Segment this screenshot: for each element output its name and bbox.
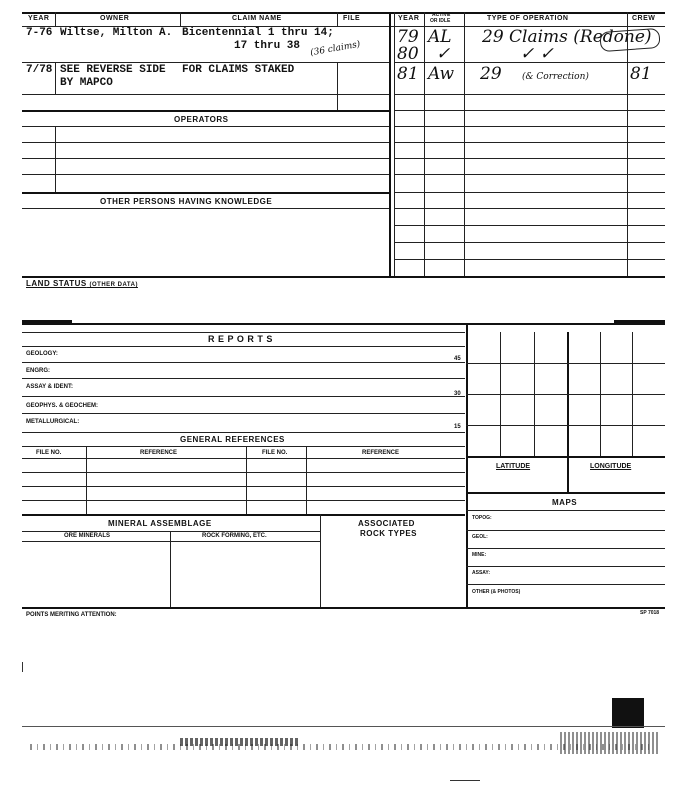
row-line [22, 208, 389, 209]
scan-mark [614, 320, 665, 324]
claim-owner: Wiltse, Milton A. [60, 27, 173, 39]
general-references-heading: GENERAL REFERENCES [180, 435, 285, 444]
row-line [466, 510, 665, 511]
col-header-crew: CREW [632, 15, 656, 22]
ref-col-reference-2: REFERENCE [362, 450, 400, 456]
map-label-geol: GEOL: [472, 534, 488, 540]
divider [464, 12, 465, 276]
handwritten-circle [599, 28, 660, 52]
form-code: SP 7018 [640, 610, 660, 616]
divider [627, 12, 628, 276]
claim-name-continued: 17 thru 38 [234, 40, 301, 52]
col-header-year: YEAR [28, 15, 50, 22]
scan-artifact-noise [560, 732, 660, 754]
row-line [394, 259, 665, 260]
row-line [22, 362, 465, 363]
points-meriting-attention-label: POINTS MERITING ATTENTION: [26, 612, 117, 618]
row-line [22, 446, 465, 447]
row-line [22, 378, 465, 379]
row-line [394, 94, 665, 95]
ref-col-file-no-2: FILE NO. [262, 450, 288, 456]
grid-line [466, 394, 665, 395]
longitude-label: LONGITUDE [590, 463, 632, 470]
maps-heading: MAPS [552, 498, 578, 507]
row-line [22, 514, 465, 516]
report-label: GEOLOGY: [26, 351, 58, 357]
activity-year: 79 [397, 27, 419, 47]
col-header-owner: OWNER [100, 15, 130, 22]
row-line [466, 584, 665, 585]
row-line [466, 530, 665, 531]
divider [337, 62, 338, 110]
activity-crew: 81 [630, 64, 652, 84]
activity-operation: ✓ ✓ [520, 44, 554, 64]
row-line [22, 413, 465, 414]
divider-main-vertical [389, 12, 391, 276]
scan-artifact-noise [180, 738, 300, 746]
activity-operation: 29 Claims (Redone) [482, 27, 652, 47]
block-bottom-rule [22, 607, 665, 609]
report-number: 45 [454, 356, 461, 362]
grid-line [466, 456, 665, 458]
operators-heading: OPERATORS [174, 115, 229, 124]
divider [337, 12, 338, 26]
divider [86, 446, 87, 514]
col-header-type-of-operation: TYPE OF OPERATION [487, 15, 569, 22]
row-line [22, 458, 465, 459]
divider-main-vertical-2 [394, 12, 395, 276]
col-header-file: FILE [343, 15, 361, 22]
report-label: ENGRG: [26, 368, 50, 374]
row-line [22, 432, 465, 433]
land-status-label: LAND STATUS [26, 279, 87, 288]
divider [306, 446, 307, 514]
map-label-mine: MINE: [472, 552, 487, 558]
divider [55, 62, 56, 94]
claim-owner-continued: BY MAPCO [60, 77, 113, 89]
activity-year: 80 [397, 44, 419, 64]
claim-year: 7-76 [26, 27, 53, 39]
claim-note-handwritten: (36 claims) [309, 39, 362, 59]
row-line [22, 158, 389, 159]
row-line [394, 142, 665, 143]
other-persons-heading: OTHER PERSONS HAVING KNOWLEDGE [100, 197, 273, 206]
report-number: 15 [454, 424, 461, 430]
col-header-active: ACTIVE [432, 12, 451, 18]
activity-operation: 29 [480, 64, 502, 84]
scan-artifact-line [22, 726, 665, 727]
associated-rock-types-heading-2: ROCK TYPES [360, 529, 418, 538]
grid-line [466, 425, 665, 426]
row-line [394, 192, 665, 193]
rock-forming-label: ROCK FORMING, ETC. [202, 533, 267, 539]
row-line [394, 242, 665, 243]
row-line [466, 548, 665, 549]
row-line [394, 158, 665, 159]
row-line [22, 531, 320, 532]
divider [55, 12, 56, 26]
divider [424, 12, 425, 276]
reports-top-rule [22, 323, 665, 325]
divider [180, 12, 181, 26]
row-line [22, 541, 320, 542]
claim-name: Bicentennial 1 thru 14; [182, 27, 334, 39]
report-number: 30 [454, 391, 461, 397]
row-line [22, 396, 465, 397]
col-header-or-idle: OR IDLE [430, 18, 451, 24]
map-label-topog: TOPOG: [472, 515, 492, 521]
row-line [394, 208, 665, 209]
row-line [22, 62, 389, 63]
divider [55, 126, 56, 192]
row-line [466, 566, 665, 567]
col-header-claim-name: CLAIM NAME [232, 15, 282, 22]
reports-heading: R E P O R T S [208, 334, 273, 344]
row-line [22, 486, 465, 487]
scan-artifact-mark [22, 662, 23, 672]
block-bottom-rule [22, 276, 665, 278]
divider [170, 531, 171, 607]
grid-line [466, 363, 665, 364]
row-line [22, 332, 465, 333]
mineral-assemblage-heading: MINERAL ASSEMBLAGE [108, 519, 212, 528]
row-line [22, 500, 465, 501]
divider [246, 446, 247, 514]
map-label-other: OTHER (& PHOTOS) [472, 589, 521, 595]
report-label: METALLURGICAL: [26, 419, 80, 425]
row-line [22, 174, 389, 175]
row-line [394, 126, 665, 127]
claim-owner: SEE REVERSE SIDE [60, 64, 166, 76]
row-line [22, 142, 389, 143]
col-header-year-2: YEAR [398, 15, 420, 22]
report-label: ASSAY & IDENT: [26, 384, 74, 390]
map-label-assay: ASSAY: [472, 570, 491, 576]
claim-year: 7/78 [26, 64, 53, 76]
row-line [22, 110, 389, 112]
top-border [22, 12, 665, 14]
ref-col-reference: REFERENCE [140, 450, 178, 456]
claim-name: FOR CLAIMS STAKED [182, 64, 295, 76]
scan-artifact-block [612, 698, 644, 728]
report-label: GEOPHYS. & GEOCHEM: [26, 403, 99, 409]
row-line [22, 94, 389, 95]
divider [320, 514, 321, 607]
row-line [394, 110, 665, 111]
ref-col-file-no: FILE NO. [36, 450, 62, 456]
row-line [22, 472, 465, 473]
row-line [22, 192, 389, 194]
activity-year: 81 [397, 64, 419, 84]
activity-status: ✓ [436, 44, 451, 64]
grid-line [567, 332, 569, 492]
associated-rock-types-heading: ASSOCIATED [358, 519, 415, 528]
divider-main-vertical [466, 323, 468, 607]
land-status-sub: (OTHER DATA) [89, 282, 138, 288]
scan-artifact-noise [30, 744, 650, 750]
row-line [22, 346, 465, 347]
land-status-heading [26, 279, 138, 288]
row-line [466, 492, 665, 494]
activity-status: AL [428, 27, 452, 47]
row-line [394, 174, 665, 175]
row-line [394, 225, 665, 226]
activity-operation-note: (& Correction) [522, 72, 589, 82]
latitude-label: LATITUDE [496, 463, 531, 470]
scan-artifact-mark [450, 780, 480, 781]
row-line [22, 126, 389, 127]
scan-mark [22, 320, 72, 324]
ore-minerals-label: ORE MINERALS [64, 533, 111, 539]
activity-status: Aw [428, 64, 455, 84]
